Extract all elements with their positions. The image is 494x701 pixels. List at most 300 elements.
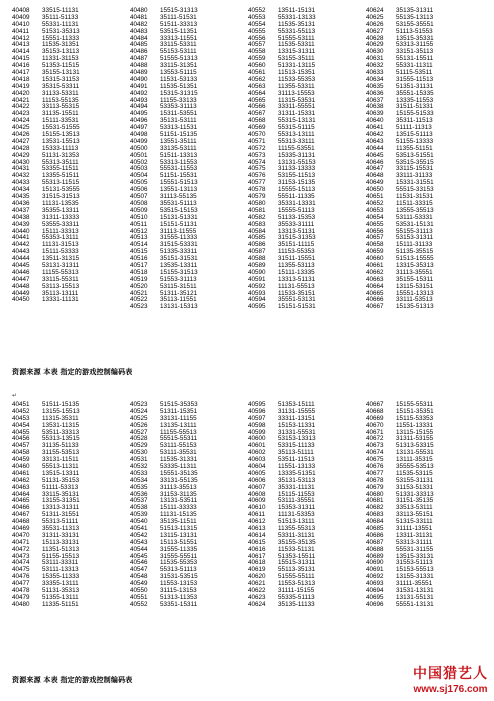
entry-code: 31113-35513 (160, 483, 197, 491)
entry-code: 11513-15351 (278, 69, 316, 77)
entry-code: 13531-11315 (42, 421, 80, 429)
entry-number: 40550 (130, 587, 148, 595)
entry-code: 31113-55135 (160, 193, 197, 201)
entry-code: 15151-51131 (160, 220, 198, 228)
entry-number: 40648 (366, 172, 384, 180)
entry-number: 40681 (366, 497, 384, 505)
entry-code: 51113-51553 (396, 27, 433, 35)
entry-code: 31555-55511 (160, 552, 198, 560)
entry-code: 31311-33131 (42, 531, 80, 539)
entry-code: 11351-51313 (42, 545, 80, 553)
entry-code: 51111-53313 (42, 483, 79, 491)
entry-number: 40429 (12, 151, 30, 159)
entry-code: 53111-13313 (42, 566, 79, 574)
entry-code: 55531-11553 (160, 165, 198, 173)
entry-code: 35155-15311 (396, 275, 434, 283)
entry-code: 51135-35515 (396, 248, 434, 256)
entry-number: 40458 (12, 449, 30, 457)
entry-code: 13551-35111 (160, 137, 197, 145)
entry-code: 53113-15513 (42, 282, 80, 290)
entry-number: 40446 (12, 268, 30, 276)
entry-code: 51351-31131 (396, 82, 434, 90)
entry-code: 51511-15135 (42, 401, 80, 408)
entry-code: 13515-35331 (396, 34, 434, 42)
entry-code: 35331-13331 (278, 199, 316, 207)
entry-number: 40666 (366, 296, 384, 304)
entry-code: 31531-53515 (160, 573, 198, 581)
entry-code: 31555-11513 (396, 75, 434, 83)
entry-code: 13515-13311 (42, 469, 80, 477)
entry-number: 40645 (366, 151, 384, 159)
entry-number: 40499 (130, 137, 148, 145)
table-row (248, 304, 316, 311)
entry-number: 40471 (12, 538, 30, 546)
entry-code: 35113-11551 (160, 296, 197, 304)
entry-code: 35311-11513 (396, 117, 433, 125)
entry-code: 35113-51111 (278, 449, 314, 457)
entry-code: 31515-31513 (42, 193, 80, 201)
entry-code: 35113-13111 (42, 289, 79, 297)
table-column (12, 8, 80, 304)
entry-number: 40574 (248, 158, 266, 166)
entry-code: 15113-33131 (42, 538, 80, 546)
entry-code: 15111-33531 (42, 117, 79, 125)
entry-number: 40522 (130, 296, 148, 304)
entry-number: 40452 (12, 407, 30, 415)
entry-number: 40557 (248, 41, 266, 49)
entry-code: 33111-53513 (396, 296, 433, 304)
entry-number: 40595 (248, 303, 266, 311)
entry-number: 40422 (12, 103, 30, 111)
entry-number: 40686 (366, 531, 384, 539)
entry-code: 51155-13333 (396, 137, 434, 145)
entry-number: 40680 (366, 490, 384, 498)
entry-number: 40490 (130, 75, 148, 83)
entry-code: 33115-15531 (396, 165, 434, 173)
table-row (12, 297, 80, 304)
entry-code: 53515-35515 (396, 158, 434, 166)
entry-code: 15111-31133 (396, 241, 433, 249)
entry-number: 40603 (248, 456, 266, 464)
entry-number: 40600 (248, 435, 266, 443)
entry-code: 31153-15135 (278, 179, 316, 187)
entry-code: 13155-15513 (42, 407, 80, 415)
entry-code: 11315-53531 (278, 96, 316, 104)
entry-number: 40438 (12, 213, 30, 221)
entry-number: 40504 (130, 172, 148, 180)
entry-code: 51513-15555 (396, 255, 434, 263)
entry-code: 31151-35135 (396, 497, 434, 505)
entry-code: 11531-31531 (396, 193, 434, 201)
entry-number: 40605 (248, 469, 266, 477)
entry-number: 40520 (130, 282, 148, 290)
entry-number: 40503 (130, 165, 148, 173)
entry-number: 40408 (12, 7, 30, 14)
entry-number: 40460 (12, 463, 30, 471)
entry-number: 40657 (366, 234, 384, 242)
entry-number: 40409 (12, 13, 30, 21)
entry-number: 40679 (366, 483, 384, 491)
entry-code: 13355-51511 (42, 172, 80, 180)
table-column (248, 402, 316, 609)
entry-number: 40629 (366, 41, 384, 49)
entry-code: 11535-31331 (160, 456, 198, 464)
entry-number: 40535 (130, 483, 148, 491)
entry-code: 31153-31135 (160, 490, 197, 498)
entry-number: 40693 (366, 580, 384, 588)
entry-code: 55513-11311 (42, 463, 79, 471)
entry-code: 55155-31113 (396, 227, 433, 235)
entry-code: 51111-11313 (396, 124, 432, 132)
entry-code: 15115-53353 (396, 414, 434, 422)
entry-number: 40667 (366, 303, 384, 311)
entry-number: 40420 (12, 89, 30, 97)
entry-code: 35555-53513 (396, 463, 434, 471)
entry-number: 40608 (248, 490, 266, 498)
entry-number: 40411 (12, 27, 30, 35)
entry-number: 40688 (366, 545, 384, 553)
entry-number: 40537 (130, 497, 148, 505)
entry-code: 13515-33131 (396, 552, 434, 560)
entry-code: 53155-35551 (396, 20, 434, 28)
entry-code: 51513-11315 (160, 525, 198, 533)
entry-number: 40548 (130, 573, 148, 581)
entry-number: 40689 (366, 552, 384, 560)
entry-number: 40456 (12, 435, 30, 443)
entry-code: 13315-31311 (278, 48, 316, 56)
entry-number: 40539 (130, 511, 148, 519)
entry-number: 40606 (248, 476, 266, 484)
entry-number: 40670 (366, 421, 384, 429)
entry-code: 13335-11553 (396, 96, 434, 104)
entry-code: 15335-31131 (278, 151, 316, 159)
entry-code: 11155-53551 (278, 144, 315, 152)
entry-number: 40565 (248, 96, 266, 104)
entry-number: 40591 (248, 275, 266, 283)
entry-number: 40532 (130, 463, 148, 471)
entry-code: 55551-13131 (396, 600, 434, 608)
entry-number: 40638 (366, 103, 384, 111)
entry-code: 51311-15351 (160, 407, 198, 415)
entry-code: 15551-11333 (42, 34, 80, 42)
entry-number: 40643 (366, 137, 384, 145)
entry-code: 15515-31311 (278, 559, 316, 567)
entry-number: 40496 (130, 117, 148, 125)
entry-number: 40549 (130, 580, 148, 588)
entry-number: 40613 (248, 525, 266, 533)
entry-code: 51151-15135 (160, 131, 198, 139)
entry-code: 13511-31315 (42, 255, 80, 263)
entry-number: 40573 (248, 151, 266, 159)
entry-code: 15515-31313 (160, 7, 198, 14)
entry-number: 40500 (130, 144, 148, 152)
entry-number: 40595 (248, 401, 266, 408)
entry-code: 51335-33311 (160, 248, 198, 256)
entry-code: 15153-55513 (396, 566, 434, 574)
entry-number: 40440 (12, 227, 30, 235)
table-row (366, 602, 434, 609)
entry-number: 40413 (12, 41, 30, 49)
entry-code: 11535-53311 (278, 41, 315, 49)
entry-code: 15111-53333 (42, 248, 79, 256)
entry-number: 40669 (366, 414, 384, 422)
entry-number: 40433 (12, 179, 30, 187)
entry-number: 40475 (12, 566, 30, 574)
table-column (130, 8, 198, 311)
entry-number: 40511 (130, 220, 148, 228)
entry-code: 55131-15511 (396, 55, 434, 63)
entry-number: 40626 (366, 20, 384, 28)
entry-number: 40506 (130, 186, 148, 194)
entry-number: 40555 (248, 27, 266, 35)
entry-number: 40569 (248, 124, 266, 132)
entry-code: 35131-53111 (160, 117, 197, 125)
entry-code: 51131-31353 (42, 151, 80, 159)
entry-number: 40477 (12, 580, 30, 588)
site-watermark (413, 663, 488, 695)
entry-code: 31113-11555 (160, 227, 197, 235)
entry-number: 40566 (248, 103, 266, 111)
entry-number: 40594 (248, 296, 266, 304)
entry-code: 31113-15553 (278, 89, 315, 97)
entry-code: 51353-15511 (278, 552, 316, 560)
entry-code: 53313-31111 (396, 538, 433, 546)
table-column (366, 8, 434, 311)
entry-code: 51353-15111 (278, 401, 315, 408)
entry-number: 40448 (12, 282, 30, 290)
entry-number: 40445 (12, 261, 30, 269)
entry-number: 40508 (130, 199, 148, 207)
watermark-title: 中国猎艺人 (413, 666, 488, 682)
entry-number: 40530 (130, 449, 148, 457)
entry-number: 40628 (366, 34, 384, 42)
entry-code: 11155-33133 (160, 96, 197, 104)
entry-code: 33111-31133 (396, 172, 433, 180)
entry-code: 15311-53551 (160, 110, 198, 118)
entry-code: 11531-53133 (160, 75, 198, 83)
entry-number: 40572 (248, 144, 266, 152)
entry-code: 13531-15513 (42, 137, 80, 145)
entry-code: 11155-55513 (160, 428, 197, 436)
entry-code: 15155-51533 (396, 110, 434, 118)
entry-number: 40507 (130, 193, 148, 201)
entry-code: 13553-51115 (160, 69, 197, 77)
entry-number: 40598 (248, 421, 266, 429)
entry-number: 40553 (248, 13, 266, 21)
entry-number: 40514 (130, 241, 148, 249)
entry-code: 55353-13111 (42, 234, 79, 242)
entry-code: 53513-51551 (396, 151, 434, 159)
entry-number: 40655 (366, 220, 384, 228)
entry-code: 11355-53113 (278, 261, 315, 269)
paragraph-marker: ↵ (12, 393, 18, 399)
entry-number: 40589 (248, 261, 266, 269)
entry-number: 40604 (248, 463, 266, 471)
entry-number: 40633 (366, 69, 384, 77)
entry-number: 40470 (12, 531, 30, 539)
entry-code: 15111-33333 (160, 504, 197, 512)
entry-code: 31111-13551 (396, 525, 433, 533)
entry-number: 40437 (12, 206, 30, 214)
entry-code: 51131-35313 (42, 587, 80, 595)
entry-number: 40441 (12, 234, 30, 242)
entry-number: 40494 (130, 103, 148, 111)
entry-number: 40481 (130, 13, 148, 21)
entry-code: 11131-15135 (160, 511, 197, 519)
entry-number: 40563 (248, 82, 266, 90)
entry-code: 55515-33153 (396, 186, 434, 194)
entry-code: 31135-51133 (42, 442, 79, 450)
entry-number: 40543 (130, 538, 148, 546)
entry-number: 40559 (248, 55, 266, 63)
entry-number: 40465 (12, 497, 30, 505)
entry-number: 40455 (12, 428, 30, 436)
entry-number: 40644 (366, 144, 384, 152)
entry-code: 55331-11311 (396, 62, 433, 70)
entry-code: 13131-15313 (160, 303, 198, 311)
entry-number: 40478 (12, 587, 30, 595)
entry-number: 40625 (366, 13, 384, 21)
entry-code: 13315-35313 (396, 261, 434, 269)
entry-number: 40493 (130, 96, 148, 104)
entry-number: 40665 (366, 289, 384, 297)
entry-code: 35111-51531 (160, 13, 197, 21)
entry-number: 40486 (130, 48, 148, 56)
entry-code: 53111-35551 (278, 497, 315, 505)
entry-code: 35151-11115 (278, 241, 315, 249)
entry-code: 11335-51151 (42, 600, 79, 608)
entry-code: 55511-11335 (278, 193, 315, 201)
entry-code: 55531-31155 (396, 545, 434, 553)
entry-number: 40588 (248, 255, 266, 263)
entry-number: 40431 (12, 165, 30, 173)
entry-number: 40556 (248, 34, 266, 42)
entry-number: 40615 (248, 538, 266, 546)
entry-code: 13535-13311 (160, 261, 198, 269)
entry-code: 31511-15551 (278, 255, 316, 263)
entry-number: 40461 (12, 469, 30, 477)
entry-number: 40579 (248, 193, 266, 201)
entry-code: 51511-33313 (160, 20, 198, 28)
code-table-section-1 (12, 7, 492, 376)
entry-code: 11533-35151 (278, 289, 316, 297)
entry-number: 40551 (130, 593, 148, 601)
entry-number: 40581 (248, 206, 266, 214)
entry-number: 40582 (248, 213, 266, 221)
table-column (12, 402, 80, 609)
entry-code: 13313-31311 (42, 504, 80, 512)
entry-code: 15155-31513 (160, 268, 198, 276)
entry-code: 55313-33111 (278, 137, 315, 145)
entry-code: 15131-51331 (160, 213, 198, 221)
entry-number: 40483 (130, 27, 148, 35)
entry-number: 40584 (248, 227, 266, 235)
entry-number: 40542 (130, 531, 148, 539)
entry-number: 40454 (12, 421, 30, 429)
entry-number: 40529 (130, 442, 148, 450)
entry-number: 40641 (366, 124, 384, 132)
entry-code: 55335-51113 (278, 593, 315, 601)
entry-code: 11355-51151 (396, 144, 433, 152)
entry-number: 40672 (366, 435, 384, 443)
entry-code: 31531-13131 (396, 587, 434, 595)
entry-code: 13155-31351 (42, 497, 80, 505)
entry-code: 15135-51313 (396, 303, 434, 311)
entry-number: 40474 (12, 559, 30, 567)
entry-number: 40664 (366, 282, 384, 290)
entry-number: 40427 (12, 137, 30, 145)
entry-code: 55135-13113 (396, 13, 434, 21)
entry-code: 33513-53111 (396, 504, 433, 512)
entry-code: 33311-13151 (278, 414, 316, 422)
entry-code: 13313-51131 (278, 227, 316, 235)
entry-code: 15115-11553 (278, 490, 315, 498)
entry-code: 53531-15131 (396, 220, 434, 228)
entry-number: 40624 (248, 600, 266, 608)
entry-number: 40583 (248, 220, 266, 228)
entry-code: 31133-53311 (42, 89, 79, 97)
entry-number: 40554 (248, 20, 266, 28)
entry-number: 40498 (130, 131, 148, 139)
entry-number: 40599 (248, 428, 266, 436)
entry-number: 40531 (130, 456, 148, 464)
entry-code: 55313-11515 (42, 179, 80, 187)
entry-code: 13331-11131 (42, 296, 79, 304)
entry-code: 53115-31511 (160, 282, 197, 290)
entry-code: 53153-31311 (396, 234, 434, 242)
table-row (248, 602, 316, 609)
entry-code: 31311-13333 (42, 213, 80, 221)
entry-code: 35155-35135 (278, 538, 316, 546)
entry-code: 51133-15353 (278, 213, 316, 221)
entry-number: 40485 (130, 41, 148, 49)
entry-code: 53311-31131 (278, 531, 315, 539)
entry-number: 40463 (12, 483, 30, 491)
entry-code: 51331-33313 (396, 490, 434, 498)
entry-number: 40541 (130, 525, 148, 533)
entry-code: 33115-53311 (160, 41, 197, 49)
entry-number: 40453 (12, 414, 30, 422)
entry-number: 40513 (130, 234, 148, 242)
table-row (130, 304, 198, 311)
entry-number: 40632 (366, 62, 384, 70)
entry-code: 15153-11331 (278, 421, 316, 429)
entry-number: 40528 (130, 435, 148, 443)
entry-number: 40430 (12, 158, 30, 166)
entry-code: 55313-35111 (42, 158, 79, 166)
entry-number: 40476 (12, 573, 30, 581)
entry-code: 31311-15331 (278, 110, 316, 118)
entry-number: 40662 (366, 268, 384, 276)
entry-code: 33131-55135 (160, 476, 198, 484)
entry-number: 40534 (130, 476, 148, 484)
entry-code: 33115-55311 (42, 275, 79, 283)
entry-code: 11131-55513 (278, 282, 315, 290)
entry-number: 40502 (130, 158, 148, 166)
entry-number: 40610 (248, 504, 266, 512)
entry-number: 40480 (12, 600, 30, 608)
entry-code: 51553-31113 (160, 275, 197, 283)
entry-code: 11535-51351 (160, 82, 198, 90)
entry-number: 40682 (366, 504, 384, 512)
entry-code: 35315-53311 (42, 82, 80, 90)
entry-code: 51313-53315 (396, 442, 434, 450)
entry-code: 15551-13313 (396, 289, 434, 297)
entry-code: 35531-51113 (160, 199, 197, 207)
entry-number: 40482 (130, 20, 148, 28)
entry-code: 55313-13515 (42, 435, 80, 443)
entry-number: 40675 (366, 456, 384, 464)
